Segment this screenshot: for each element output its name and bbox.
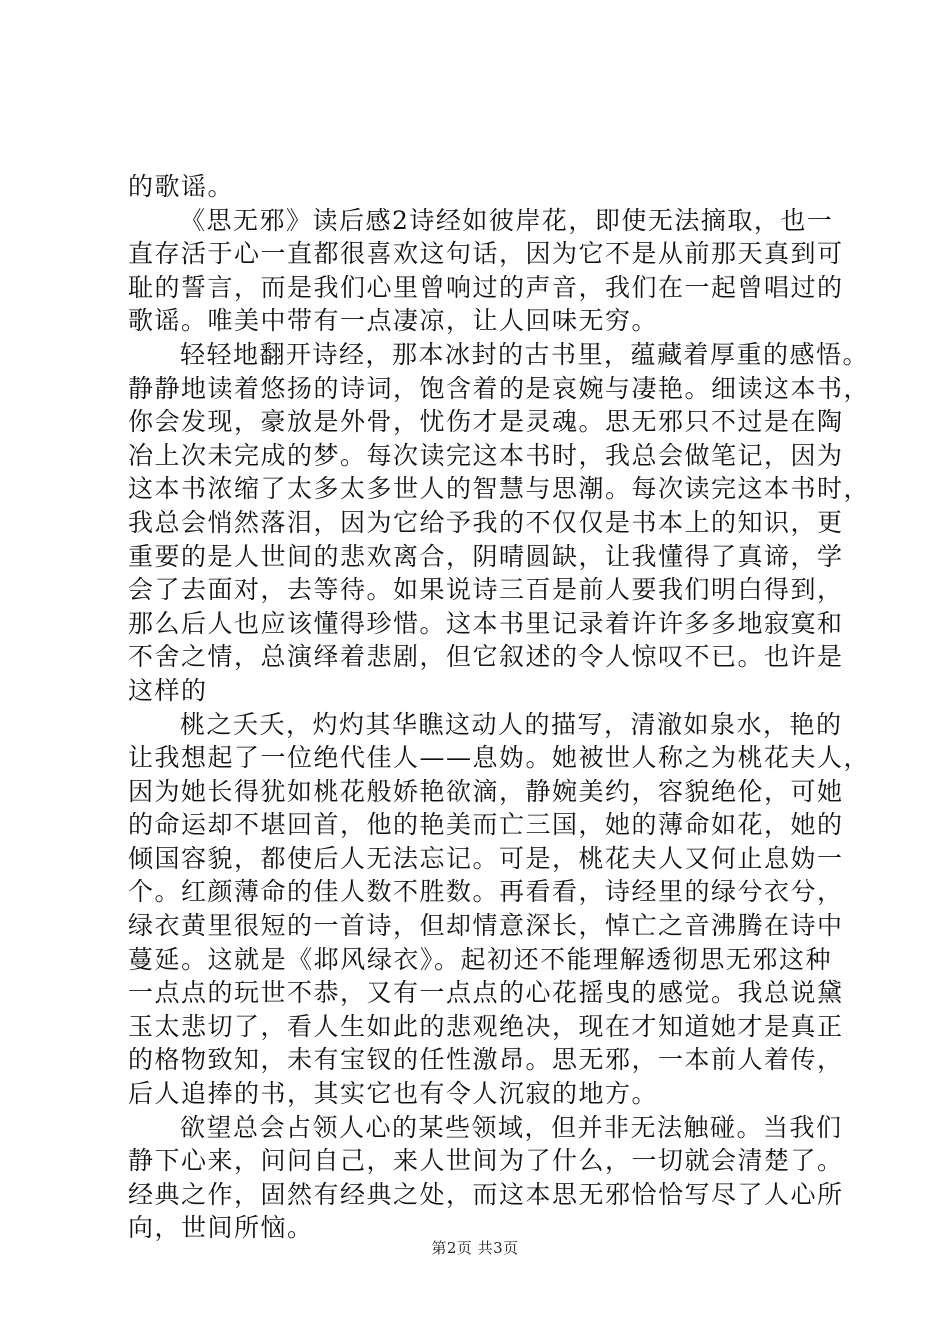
text-line: 经典之作，固然有经典之处，而这本思无邪恰恰写尽了人心所 bbox=[128, 1179, 844, 1209]
text-line: 因为她长得犹如桃花般娇艳欲滴，静婉美约，容貌绝伦，可她 bbox=[128, 776, 844, 806]
text-line: 一点点的玩世不恭，又有一点点的心花摇曳的感觉。我总说黛 bbox=[128, 978, 844, 1008]
text-line: 个。红颜薄命的佳人数不胜数。再看看，诗经里的绿兮衣兮， bbox=[128, 877, 844, 907]
text-line: 会了去面对，去等待。如果说诗三百是前人要我们明白得到， bbox=[128, 575, 844, 605]
page-footer bbox=[0, 1238, 950, 1258]
page-number-label: 第2页 共3页 bbox=[431, 1239, 519, 1257]
text-line: 静静地读着悠扬的诗词，饱含着的是哀婉与凄艳。细读这本书， bbox=[128, 373, 871, 403]
text-line: 歌谣。唯美中带有一点凄凉，让人回味无穷。 bbox=[128, 306, 659, 336]
text-line: 直存活于心一直都很喜欢这句话，因为它不是从前那天真到可 bbox=[128, 239, 844, 269]
text-line: 玉太悲切了，看人生如此的悲观绝决，现在才知道她才是真正 bbox=[128, 1011, 844, 1041]
text-line: 让我想起了一位绝代佳人——息妫。她被世人称之为桃花夫人， bbox=[128, 743, 871, 773]
document-body bbox=[128, 170, 871, 1245]
text-line: 绿衣黄里很短的一首诗，但却情意深长，悼亡之音沸腾在诗中 bbox=[128, 911, 844, 941]
text-line: 的歌谣。 bbox=[128, 172, 235, 201]
text-line: 的格物致知，未有宝钗的任性激昂。思无邪，一本前人着传， bbox=[128, 1045, 844, 1075]
text-line: 重要的是人世间的悲欢离合，阴晴圆缺，让我懂得了真谛，学 bbox=[128, 541, 844, 571]
text-line: 这样的 bbox=[128, 675, 208, 705]
text-line: 的命运却不堪回首，他的艳美而亡三国，她的薄命如花，她的 bbox=[128, 810, 844, 840]
text-line: 冶上次未完成的梦。每次读完这本书时，我总会做笔记，因为 bbox=[128, 440, 844, 470]
text-line: 耻的誓言，而是我们心里曾响过的声音，我们在一起曾唱过的 bbox=[128, 272, 844, 302]
text-line: 轻轻地翻开诗经，那本冰封的古书里，蕴藏着厚重的感悟。 bbox=[180, 339, 870, 369]
text-line: 这本书浓缩了太多太多世人的智慧与思潮。每次读完这本书时， bbox=[128, 474, 871, 504]
text-line: 向，世间所恼。 bbox=[128, 1213, 314, 1243]
text-line: 蔓延。这就是《邶风绿衣》。起初还不能理解透彻思无邪这种 bbox=[128, 944, 832, 974]
text-line: 你会发现，豪放是外骨，忧伤才是灵魂。思无邪只不过是在陶 bbox=[128, 407, 844, 437]
text-line: 我总会悄然落泪，因为它给予我的不仅仅是书本上的知识，更 bbox=[128, 507, 844, 537]
text-line: 后人追捧的书，其实它也有令人沉寂的地方。 bbox=[128, 1079, 659, 1109]
text-line: 欲望总会占领人心的某些领域，但并非无法触碰。当我们 bbox=[180, 1112, 843, 1142]
text-line: 倾国容貌，都使后人无法忘记。可是，桃花夫人又何止息妫一 bbox=[128, 843, 844, 873]
text-line: 《思无邪》读后感2诗经如彼岸花，即使无法摘取，也一 bbox=[180, 205, 834, 235]
text-line: 静下心来，问问自己，来人世间为了什么，一切就会清楚了。 bbox=[128, 1146, 844, 1176]
text-line: 桃之夭夭，灼灼其华瞧这动人的描写，清澈如泉水，艳的 bbox=[180, 709, 843, 739]
text-line: 那么后人也应该懂得珍惜。这本书里记录着许许多多地寂寞和 bbox=[128, 608, 844, 638]
text-line: 不舍之情，总演绎着悲剧，但它叙述的令人惊叹不已。也许是 bbox=[128, 642, 844, 672]
